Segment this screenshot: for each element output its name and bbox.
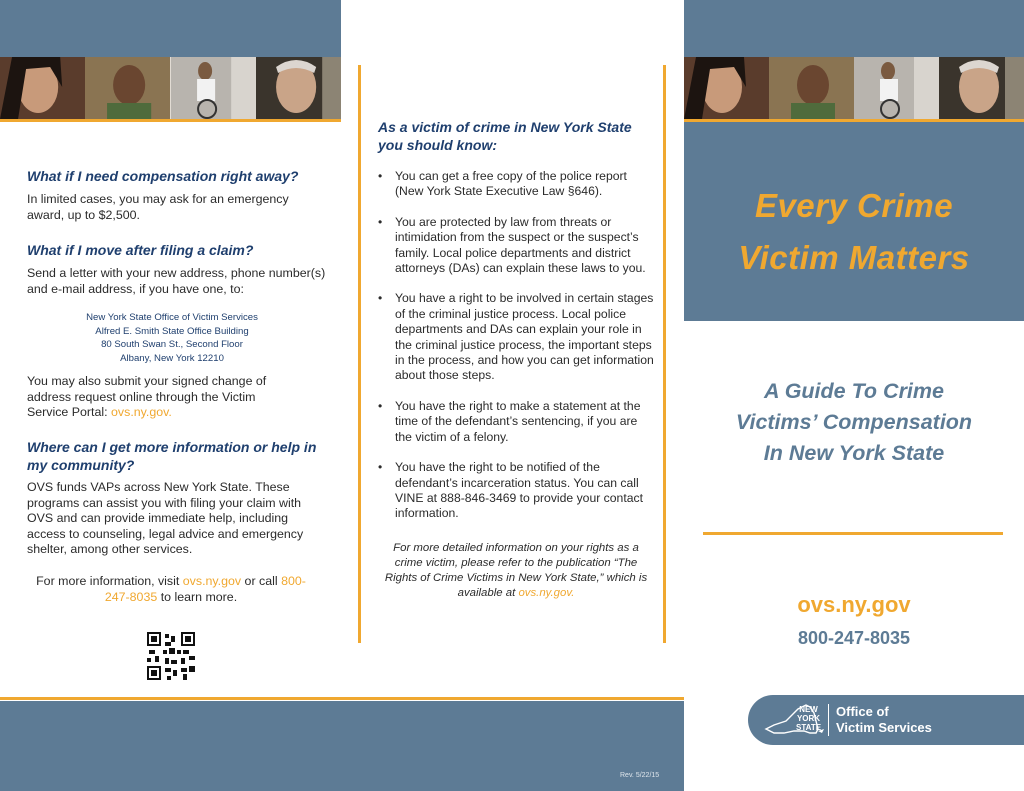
logo-office-line: Victim Services (836, 720, 932, 735)
bullet-icon: • (378, 291, 383, 306)
rights-heading: As a victim of crime in New York State you should know: (378, 119, 632, 153)
address-line: 80 South Swan St., Second Floor (101, 339, 243, 351)
ovs-logo (748, 695, 1024, 745)
left-bottom-band (0, 701, 341, 791)
more-information-line (27, 574, 315, 605)
logo-state-line: STATE (796, 723, 822, 732)
rights-item-text: You have a right to be involved in certain stages of the criminal justice process. Local police departments and DAs can explain your role in the criminal justice process, the important steps in the process, and how you can get information about those steps. (395, 291, 654, 383)
question-heading: Where can I get more information or help in my community? (27, 439, 317, 473)
right-photo-strip (684, 57, 1024, 119)
cover-subtitle-line-3: In New York State (763, 441, 945, 465)
left-question-3 (27, 438, 327, 558)
question-answer: Send a letter with your new address, phone number(s) and e-mail address, if you have one, to: (27, 266, 326, 296)
cover-title-line-2: Victim Matters (738, 239, 970, 276)
left-photo-strip (0, 57, 341, 119)
rights-list-item (378, 215, 654, 277)
logo-state-line: YORK (796, 714, 821, 723)
right-top-band (684, 0, 1024, 57)
rights-item-text: You are protected by law from threats or intimidation from the suspect or the suspect’s family. Local police departments and district attorneys (DAs) can explain these laws to you. (395, 214, 646, 276)
online-change-sentence: You may also submit your signed change of address request online through the Victim Service Portal: (27, 374, 267, 419)
cover-subtitle-line-2: Victims’ Compensation (735, 410, 973, 434)
ovs-website-link[interactable]: ovs.ny.gov (182, 574, 242, 588)
mailing-address (27, 311, 317, 365)
rights-item-text: You have the right to be notified of the defendant’s incarceration status. You can call VINE at 888-846-3469 to provide your contact information. (395, 460, 643, 521)
address-line: Albany, New York 12210 (120, 352, 224, 364)
more-info-suffix: to learn more. (160, 589, 238, 604)
more-info-middle: or call (244, 574, 278, 588)
question-answer: OVS funds VAPs across New York State. These programs can assist you with filing your claim with OVS and can provide immediate help, including access to counseling, legal advice and emergency shelter, among other services. (27, 480, 304, 556)
photo-young-man (769, 57, 854, 119)
ovs-website-link[interactable]: ovs.ny.gov. (111, 405, 172, 419)
question-answer: In limited cases, you may ask for an emergency award, up to $2,500. (27, 192, 289, 222)
bullet-icon: • (378, 169, 383, 183)
photo-young-man (85, 57, 170, 119)
cover-title-block (684, 122, 1024, 321)
question-heading: What if I need compensation right away? (27, 168, 299, 184)
publication-note-text: For more detailed information on your rights as a crime victim, please refer to the publication “The Rights of Crime Victims in New York State,” which is available at (384, 542, 648, 599)
photo-older-man (256, 57, 341, 119)
ovs-website-link[interactable]: ovs.ny.gov. (518, 587, 575, 599)
qr-code-icon[interactable] (147, 632, 195, 680)
photo-young-woman (0, 57, 85, 119)
ovs-phone-link[interactable]: 800-247-8035 (104, 574, 306, 604)
photo-young-woman (684, 57, 769, 119)
rights-list-item (378, 169, 654, 200)
rights-list-item (378, 399, 654, 445)
rights-publication-note (378, 541, 654, 601)
rights-list (378, 169, 654, 537)
middle-divider-right (663, 65, 666, 643)
more-info-prefix: For more information, visit (36, 574, 180, 588)
rights-list-item (378, 460, 654, 522)
logo-state-wordmark (796, 705, 821, 732)
question-heading: What if I move after filing a claim? (27, 242, 254, 258)
online-change-text (27, 374, 297, 421)
rights-item-text: You have the right to make a statement at the time of the defendant’s sentencing, if you are the victim of a felony. (395, 398, 641, 444)
left-top-band (0, 0, 341, 57)
bullet-icon: • (378, 460, 383, 475)
left-question-1 (27, 167, 327, 223)
middle-bottom-orange-rule (341, 697, 684, 700)
photo-woman-wheelchair (854, 57, 939, 119)
photo-older-man (939, 57, 1024, 119)
address-line: Alfred E. Smith State Office Building (95, 325, 249, 337)
rights-item-text: You can get a free copy of the police report (New York State Executive Law §646). (395, 169, 627, 199)
logo-office-name (836, 704, 932, 736)
cover-website[interactable]: ovs.ny.gov (797, 592, 911, 617)
cover-title-line-1: Every Crime (754, 187, 954, 224)
cover-subtitle-line-1: A Guide To Crime (764, 379, 944, 403)
cover-subtitle (684, 376, 1024, 469)
logo-office-line: Office of (836, 704, 889, 719)
cover-orange-rule (703, 532, 1003, 535)
left-bottom-orange-rule (0, 697, 341, 700)
rights-list-item (378, 291, 654, 383)
bullet-icon: • (378, 398, 383, 413)
left-question-2 (27, 241, 327, 297)
cover-phone[interactable]: 800-247-8035 (797, 628, 911, 648)
address-line: New York State Office of Victim Services (86, 312, 258, 323)
logo-divider (828, 704, 829, 736)
photo-woman-wheelchair (171, 57, 256, 119)
bullet-icon: • (378, 214, 383, 229)
revision-date: Rev. 5/22/15 (620, 772, 660, 779)
middle-divider-left (358, 65, 361, 643)
logo-state-line: NEW (799, 705, 818, 714)
left-orange-rule (0, 119, 341, 122)
